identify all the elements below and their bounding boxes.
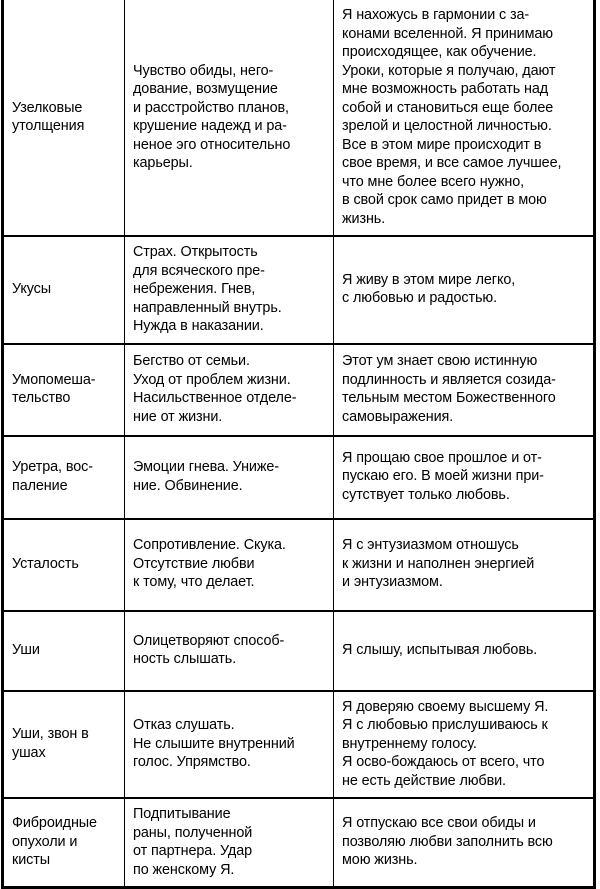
- ailment-affirmation-text: Я с энтузиазмом отношусь к жизни и наполнен энергией и энтузиазмом.: [342, 537, 535, 591]
- ailment-affirmation-cell: [334, 344, 595, 436]
- ailment-name-text: Умопомеша- тельство: [12, 371, 96, 406]
- ailment-cause-text: Сопротивление. Скука. Отсутствие любви к тому, что делает.: [133, 537, 286, 591]
- ailment-name-text: Укусы: [12, 281, 52, 297]
- ailment-name-cell: [3, 691, 125, 799]
- table-row: [3, 798, 595, 888]
- ailment-affirmation-cell: [334, 611, 595, 691]
- ailment-name-cell: [3, 344, 125, 436]
- ailment-cause-text: Эмоции гнева. Униже- ние. Обвинение.: [133, 459, 279, 494]
- ailment-affirmation-table: [1, 0, 596, 889]
- ailment-name-cell: [3, 611, 125, 691]
- ailment-cause-cell: [125, 0, 334, 236]
- ailment-affirmation-cell: [334, 436, 595, 519]
- ailment-affirmation-cell: [334, 798, 595, 888]
- ailment-affirmation-cell: [334, 236, 595, 344]
- ailment-affirmation-text: Я отпускаю все свои обиды и позволяю любви заполнить всю мою жизнь.: [342, 815, 553, 869]
- ailment-affirmation-text: Я слышу, испытывая любовь.: [342, 641, 538, 658]
- ailment-affirmation-cell: [334, 519, 595, 611]
- table-row: [3, 236, 595, 344]
- ailment-name-text: Фиброидные опухоли и кисты: [12, 815, 97, 869]
- ailment-name-cell: [3, 0, 125, 236]
- ailment-name-text: Усталость: [12, 555, 79, 572]
- ailment-cause-cell: [125, 344, 334, 436]
- table-body: [3, 0, 595, 888]
- ailment-cause-cell: [125, 691, 334, 799]
- table-row: [3, 436, 595, 519]
- ailment-cause-text: Отказ слушать. Не слышите внутренний голос. Упрямство.: [133, 717, 295, 770]
- table-row: [3, 691, 595, 799]
- ailment-affirmation-text: Я живу в этом мире легко, с любовью и радостью.: [342, 271, 516, 307]
- ailment-cause-text: Олицетворяют способ- ность слышать.: [133, 632, 285, 667]
- ailment-name-text: Уши, звон в ушах: [12, 726, 89, 761]
- table-row: [3, 611, 595, 691]
- table-row: [3, 0, 595, 236]
- ailment-cause-text: Подпитывание раны, полученной от партнера. Удар по женскому Я.: [133, 806, 253, 878]
- ailment-cause-cell: [125, 519, 334, 611]
- ailment-affirmation-cell: [334, 0, 595, 236]
- ailment-name-cell: [3, 798, 125, 888]
- ailment-name-text: Узелковые утолщения: [12, 99, 85, 134]
- table-row: [3, 519, 595, 611]
- ailment-cause-text: Страх. Открытость для всяческого пре- небрежения. Гнев, направленный внутрь. Нужда в наказании.: [133, 244, 282, 334]
- ailment-name-text: Уретра, вос- паление: [12, 459, 93, 494]
- ailment-affirmation-text: Я доверяю своему высшему Я. Я с любовью прислушиваюсь к внутреннему голосу. Я осво-бождаюсь от всего, что не есть действие любви.: [342, 698, 549, 789]
- ailment-cause-cell: [125, 236, 334, 344]
- ailment-cause-text: Бегство от семьи. Уход от проблем жизни. Насильственное отделе- ние от жизни.: [133, 353, 297, 425]
- table-row: [3, 344, 595, 436]
- ailment-name-text: Уши: [12, 641, 40, 658]
- ailment-name-cell: [3, 519, 125, 611]
- ailment-cause-cell: [125, 611, 334, 691]
- ailment-affirmation-text: Я нахожусь в гармонии с за- конами вселенной. Я принимаю происходящее, как обучение. Уроки, которые я получаю, дают мне возможность работать над собой и становиться еще более зрелой и целостной личностью. Все в этом мире происходит в свое время, и все самое лучшее, что мне более всего нужно, в свой срок само придет в мою жизнь.: [342, 7, 562, 227]
- ailment-cause-cell: [125, 798, 334, 888]
- ailment-affirmation-text: Я прощаю свое прошлое и от- пускаю его. В моей жизни при- сутствует только любовь.: [342, 449, 544, 503]
- ailment-name-cell: [3, 236, 125, 344]
- ailment-affirmation-text: Этот ум знает свою истинную подлинность и является созида- тельным местом Божественного самовыражения.: [342, 353, 556, 425]
- ailment-name-cell: [3, 436, 125, 519]
- ailment-cause-cell: [125, 436, 334, 519]
- ailment-affirmation-cell: [334, 691, 595, 799]
- ailment-cause-text: Чувство обиды, него- дование, возмущение и расстройство планов, крушение надежд и ра- неное эго относительно карьеры.: [133, 62, 291, 171]
